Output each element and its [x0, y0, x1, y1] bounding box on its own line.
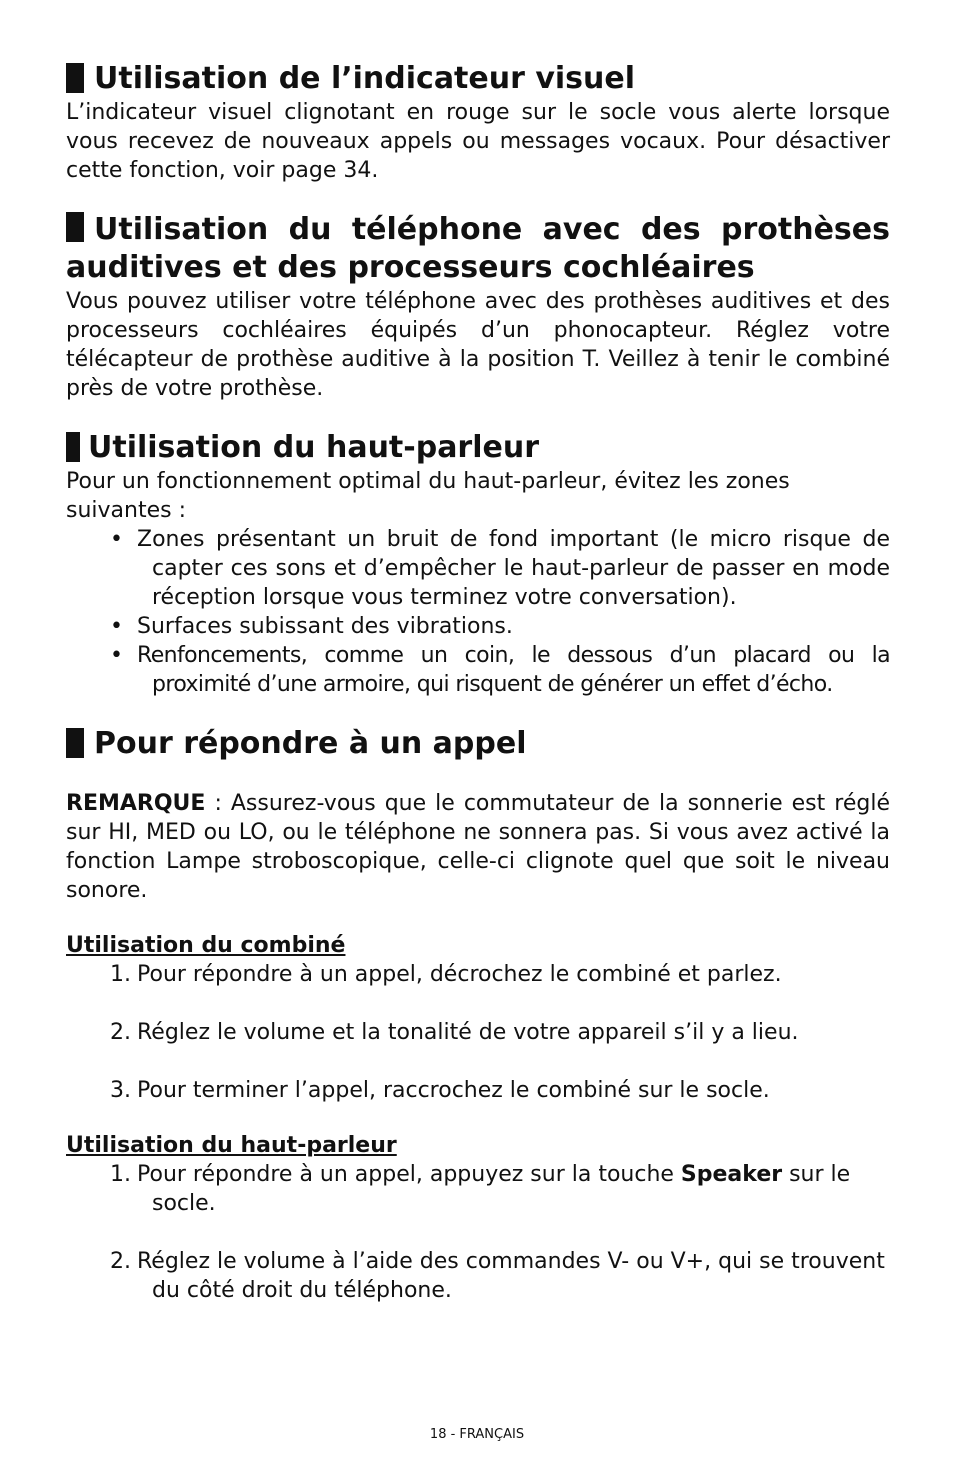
- list-item: 2. Réglez le volume à l’aide des commandes V- ou V+, qui se trouvent du côté droit du téléphone.: [110, 1249, 885, 1303]
- visual-indicator-text: L’indicateur visuel clignotant en rouge sur le socle vous alerte lorsque vous recevez de nouveaux appels ou messages vocaux. Pour désactiver cette fonction, voir page 34.: [66, 100, 890, 183]
- section-title-speaker: Utilisation du haut-parleur: [66, 429, 890, 467]
- handset-steps: [66, 960, 890, 1105]
- speaker-key-label: Speaker: [680, 1162, 783, 1187]
- bullet-icon: •: [110, 643, 123, 668]
- bullet-icon: •: [110, 527, 123, 552]
- list-item: 2. Réglez le volume et la tonalité de votre appareil s’il y a lieu.: [110, 1020, 799, 1045]
- list-item: • Zones présentant un bruit de fond important (le micro risque de capter ces sons et d’empêcher le haut-parleur de passer en mode réception lorsque vous terminez votre conversation).: [110, 527, 890, 610]
- list-item: • Surfaces subissant des vibrations.: [110, 614, 513, 639]
- section-marker-icon: [66, 432, 80, 462]
- list-item: 3. Pour terminer l’appel, raccrochez le combiné sur le socle.: [110, 1078, 770, 1103]
- subsection-title-speakerphone: Utilisation du haut-parleur: [66, 1133, 397, 1158]
- list-item: 1. Pour répondre à un appel, appuyez sur la touche Speaker sur le socle.: [110, 1162, 851, 1216]
- list-item: 1. Pour répondre à un appel, décrochez le combiné et parlez.: [110, 962, 782, 987]
- section-title-visual-indicator: Utilisation de l’indicateur visuel: [66, 60, 890, 98]
- subsection-title-handset: Utilisation du combiné: [66, 933, 346, 958]
- hearing-aids-text: Vous pouvez utiliser votre téléphone avec des prothèses auditives et des processeurs cochléaires équipés d’un phonocapteur. Réglez votre télécapteur de prothèse auditive à la position T. Veillez à tenir le combiné près de votre prothèse.: [66, 289, 890, 401]
- note-label: REMARQUE: [66, 791, 206, 816]
- page-footer: 18 - FRANÇAIS: [429, 1427, 525, 1442]
- section-marker-icon: [66, 212, 84, 242]
- section-marker-icon: [66, 63, 84, 93]
- list-item: • Renfoncements, comme un coin, le dessous d’un placard ou la proximité d’une armoire, qui risquent de générer un effet d’écho.: [110, 643, 890, 697]
- section-title-hearing-aids: Utilisation du téléphone avec des prothèses auditives et des processeurs cochléaires: [66, 212, 890, 285]
- section-marker-icon: [66, 728, 84, 758]
- speaker-intro-text: Pour un fonctionnement optimal du haut-parleur, évitez les zones suivantes :: [66, 469, 790, 523]
- section-title-answer-call: Pour répondre à un appel: [66, 725, 890, 763]
- page-content: [66, 60, 890, 1305]
- speakerphone-steps: [66, 1160, 890, 1305]
- bullet-icon: •: [110, 614, 123, 639]
- note-text: : Assurez-vous que le commutateur de la sonnerie est réglé sur HI, MED ou LO, ou le téléphone ne sonnera pas. Si vous avez activé la fonction Lampe stroboscopique, celle-ci clignote quel que soit le niveau sonore.: [66, 791, 890, 903]
- speaker-bullet-list: [66, 525, 890, 699]
- answer-note: [66, 789, 890, 905]
